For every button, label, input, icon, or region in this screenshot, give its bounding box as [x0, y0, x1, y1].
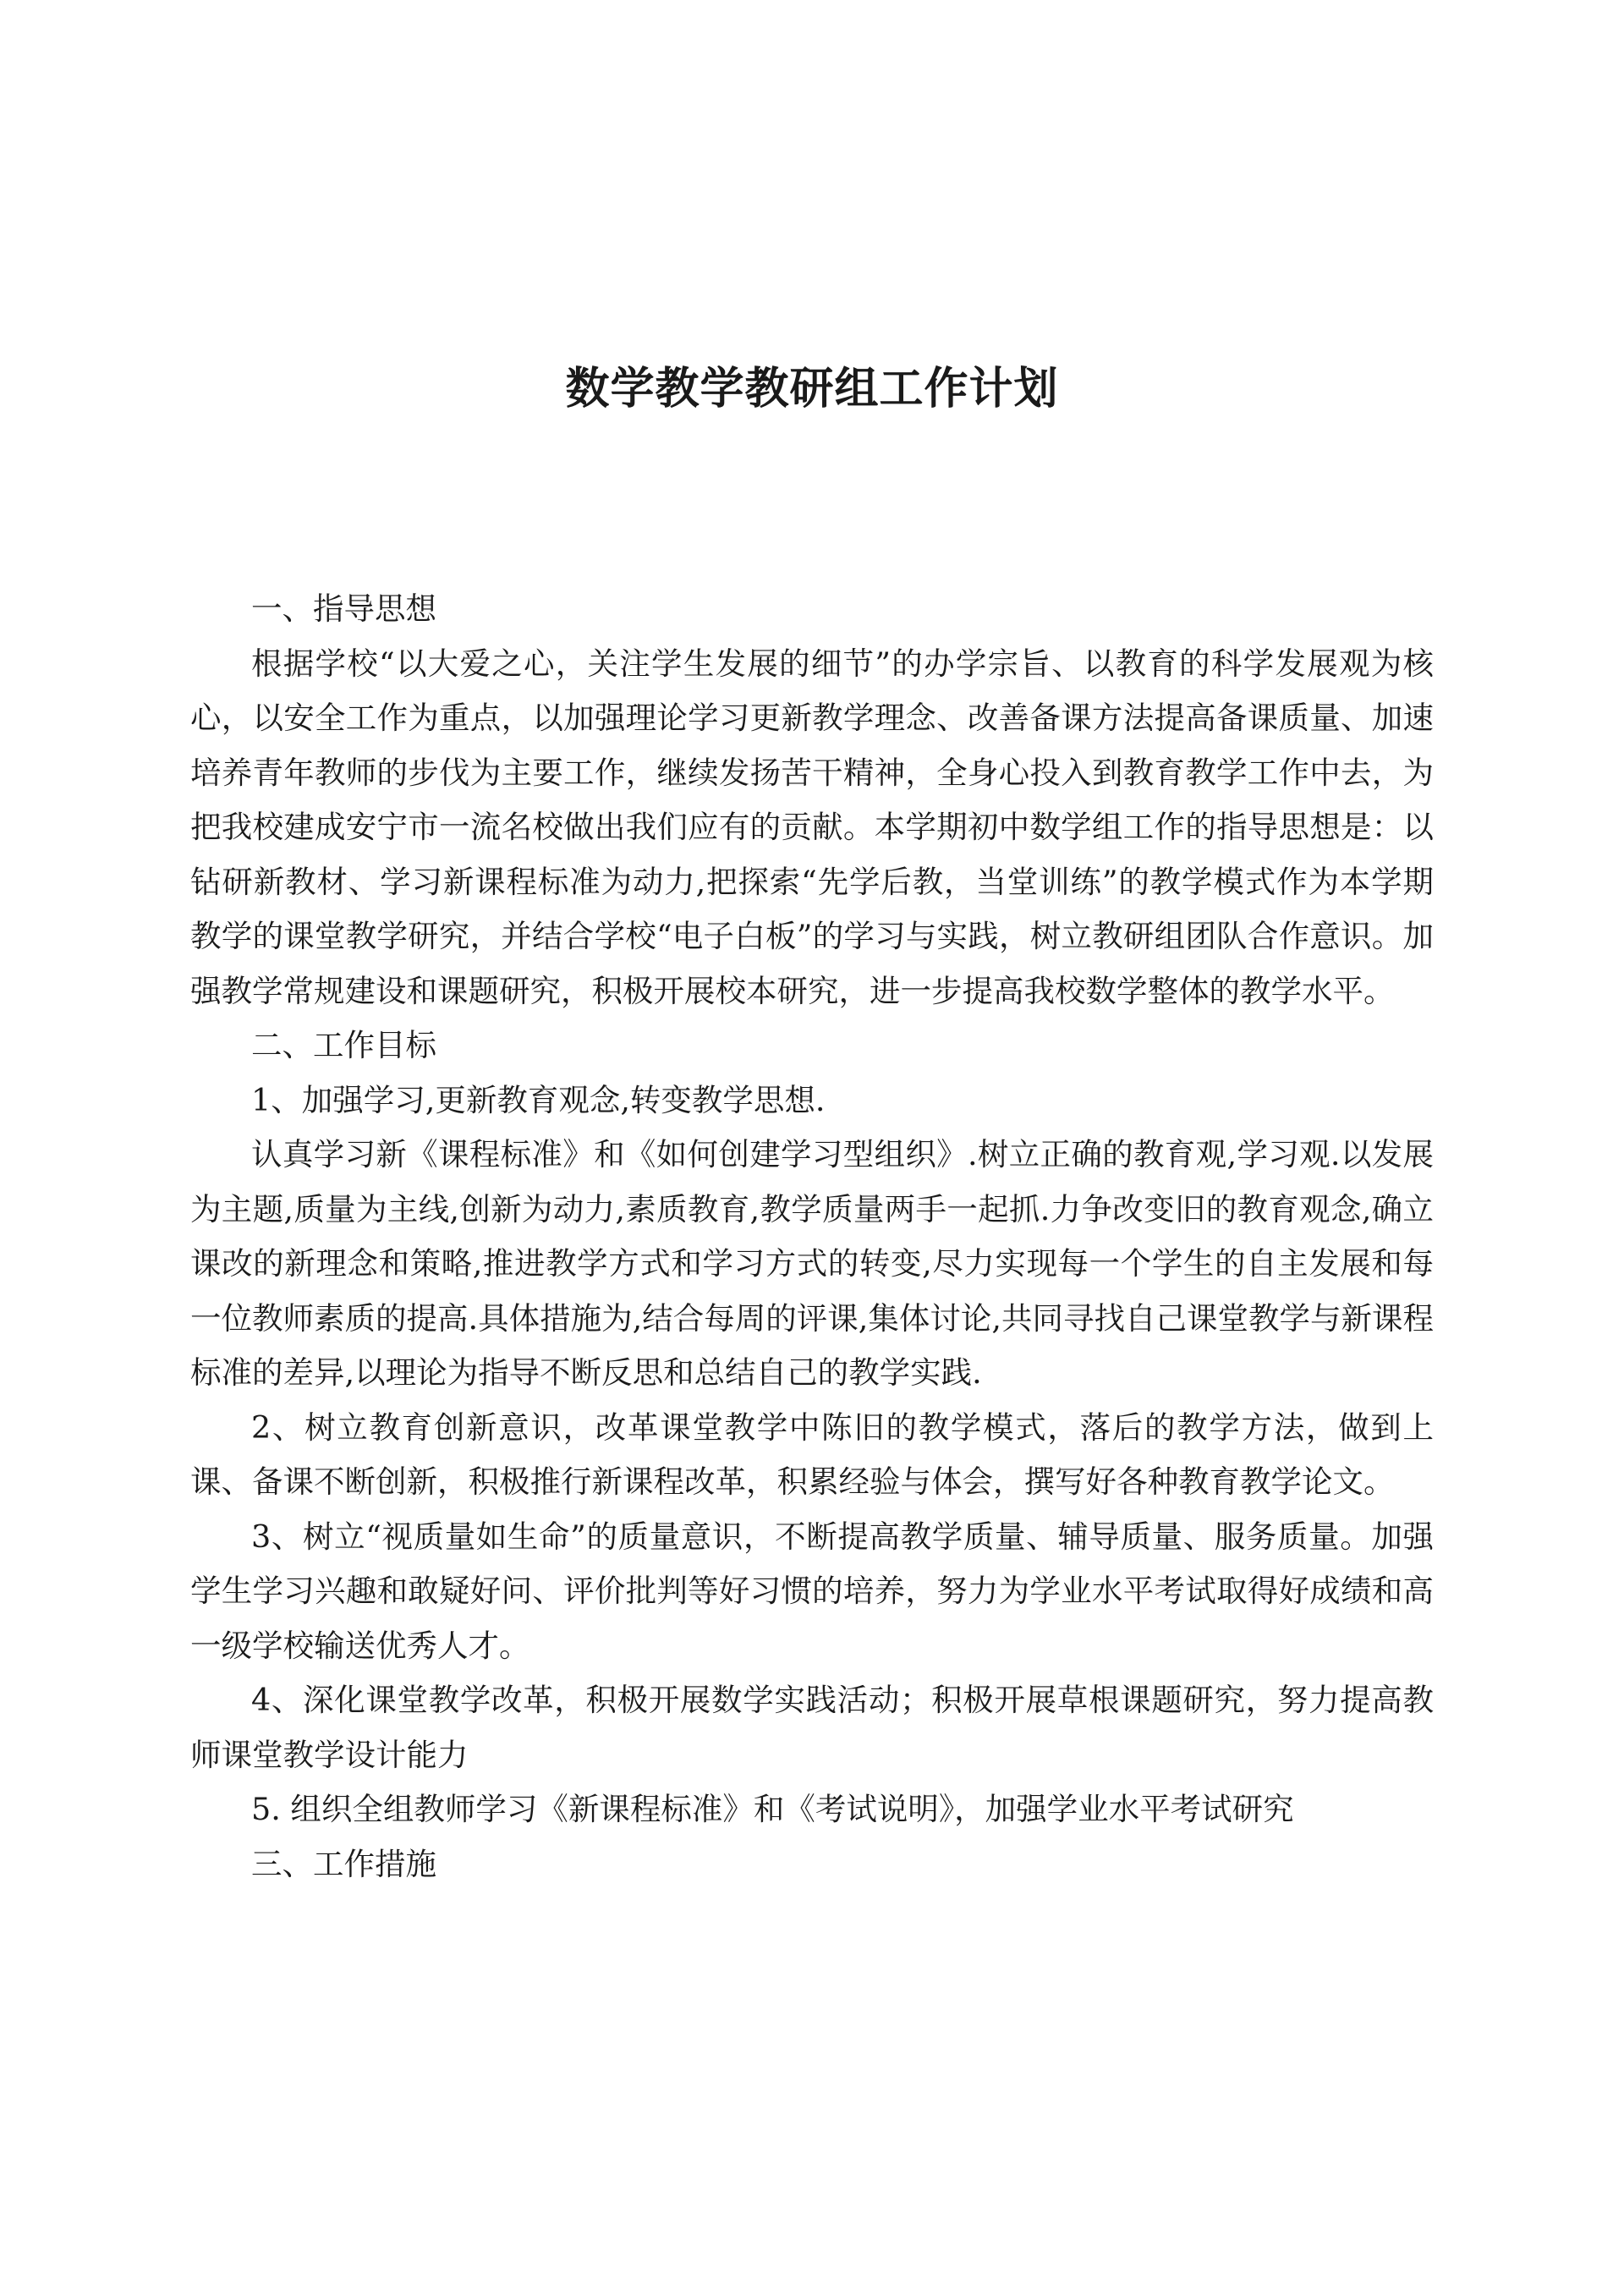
paragraph-guiding-ideology: 根据学校“以大爱之心，关注学生发展的细节”的办学宗旨、以教育的科学发展观为核心，以安全工作为重点，以加强理论学习更新教学理念、改善备课方法提高备课质量、加速培养青年教师的步伐为主要工作，继续发扬苦干精神，全身心投入到教育教学工作中去，为把我校建成安宁市一流名校做出我们应有的贡献。本学期初中数学组工作的指导思想是：以钻研新教材、学习新课程标准为动力,把探索“先学后教，当堂训练”的教学模式作为本学期教学的课堂教学研究，并结合学校“电子白板”的学习与实践，树立教研组团队合作意识。加强教学常规建设和课题研究，积极开展校本研究，进一步提高我校数学整体的教学水平。 — [190, 645, 1434, 1009]
goal-item-1-heading: 1、加强学习,更新教育观念,转变教学思想. — [251, 1081, 826, 1118]
goal-item-2: 2、树立教育创新意识，改革课堂教学中陈旧的教学模式，落后的教学方法，做到上课、备课不断创新，积极推行新课程改革，积累经验与体会，撰写好各种教育教学论文。 — [190, 1408, 1434, 1500]
document-title: 数学教学教研组工作计划 — [565, 364, 1059, 415]
section-heading-work-measures: 三、工作措施 — [251, 1845, 436, 1882]
section-heading-work-goals: 二、工作目标 — [251, 1027, 436, 1063]
document-body — [190, 582, 1434, 1891]
goal-item-1-body: 认真学习新《课程标准》和《如何创建学习型组织》.树立正确的教育观,学习观.以发展为主题,质量为主线,创新为动力,素质教育,教学质量两手一起抓.力争改变旧的教育观念,确立课改的新理念和策略,推进教学方式和学习方式的转变,尽力实现每一个学生的自主发展和每一位教师素质的提高.具体措施为,结合每周的评课,集体讨论,共同寻找自己课堂教学与新课程标准的差异,以理论为指导不断反思和总结自己的教学实践. — [190, 1136, 1434, 1391]
section-heading-guiding-ideology: 一、指导思想 — [251, 590, 436, 627]
goal-item-3: 3、树立“视质量如生命”的质量意识，不断提高教学质量、辅导质量、服务质量。加强学生学习兴趣和敢疑好问、评价批判等好习惯的培养，努力为学业水平考试取得好成绩和高一级学校输送优秀人才。 — [190, 1518, 1434, 1664]
goal-item-4: 4、深化课堂教学改革，积极开展数学实践活动；积极开展草根课题研究，努力提高教师课堂教学设计能力 — [190, 1682, 1434, 1773]
goal-item-5: 5. 组织全组教师学习《新课程标准》和《考试说明》，加强学业水平考试研究 — [251, 1791, 1294, 1827]
